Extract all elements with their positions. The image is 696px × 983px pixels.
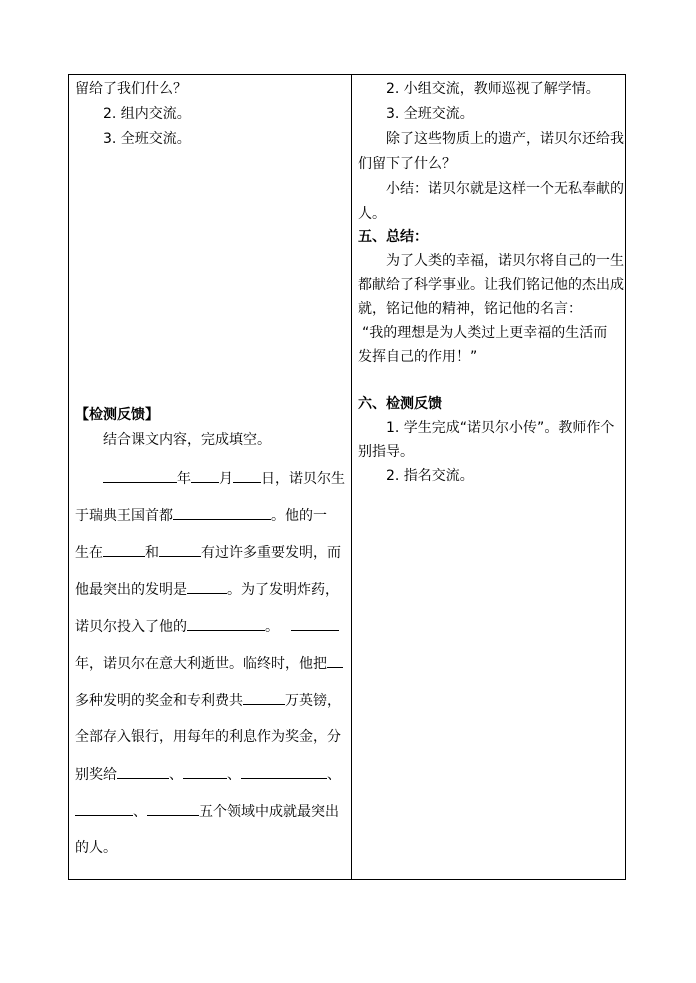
section-heading-feedback: 【检测反馈】 [75,407,159,423]
blank[interactable] [241,765,327,779]
right-line-14: 2. 指名交流。 [386,468,474,484]
right-line-8: 都献给了科学事业。让我们铭记他的杰出成 [358,277,624,293]
blank[interactable] [291,617,339,631]
blank[interactable] [75,802,133,816]
right-line-4: 们留下了什么？ [358,156,456,172]
right-step-3: 3. 全班交流。 [386,106,474,122]
blank[interactable] [233,469,261,483]
blank[interactable] [187,617,265,631]
blank[interactable] [327,654,343,668]
left-step-3: 3. 全班交流。 [103,131,191,147]
fill-line-8: 全部存入银行，用每年的利息作为奖金，分 [75,729,341,745]
blank[interactable] [243,691,285,705]
fill-line-11: 的人。 [75,840,117,856]
blank[interactable] [183,765,227,779]
fill-line-5: 诺贝尔投入了他的 。 [75,617,339,636]
blank[interactable] [191,469,219,483]
right-line-12: 1. 学生完成“诺贝尔小传”。教师作个 [386,420,615,436]
right-line-7: 为了人类的幸福，诺贝尔将自己的一生 [386,253,624,269]
fill-line-9: 别奖给 、 、 、 [75,767,341,783]
section-heading-feedback-right: 六、检测反馈 [358,396,442,412]
fill-line-2: 于瑞典王国首都 。他的一 [75,508,327,524]
right-summary: 小结：诺贝尔就是这样一个无私奉献的 [386,181,624,197]
fill-line-6: 年，诺贝尔在意大利逝世。临终时，他把 [75,654,343,673]
left-step-2: 2. 组内交流。 [103,106,191,122]
blank[interactable] [147,802,199,816]
right-step-2: 2. 小组交流，教师巡视了解学情。 [386,81,600,97]
blank[interactable] [173,506,271,520]
left-line-1: 留给了我们什么？ [75,81,187,97]
fill-line-1: 年 月 日，诺贝尔生 [103,469,345,488]
right-summary-end: 人。 [358,206,386,222]
blank[interactable] [187,580,227,594]
quote-line-1: “我的理想是为人类过上更幸福的生活而 [362,325,608,341]
blank[interactable] [117,765,169,779]
right-line-3: 除了这些物质上的遗产，诺贝尔还给我 [386,131,624,147]
fill-line-10: 、 五个领域中成就最突出 [75,802,339,821]
right-line-9: 就，铭记他的精神，铭记他的名言： [358,301,582,317]
blank[interactable] [103,469,177,483]
column-divider [351,74,352,880]
right-line-13: 别指导。 [358,444,414,460]
section-heading-summary: 五、总结： [358,229,428,245]
blank[interactable] [103,543,145,557]
blank[interactable] [159,543,201,557]
fill-line-3: 生在 和 有过许多重要发明，而 [75,545,341,561]
fill-line-7: 多种发明的奖金和专利费共 万英镑， [75,693,341,709]
fill-line-4: 他最突出的发明是 。为了发明炸药， [75,582,339,598]
quote-line-2: 发挥自己的作用！” [358,349,478,365]
fill-intro: 结合课文内容，完成填空。 [103,432,271,448]
